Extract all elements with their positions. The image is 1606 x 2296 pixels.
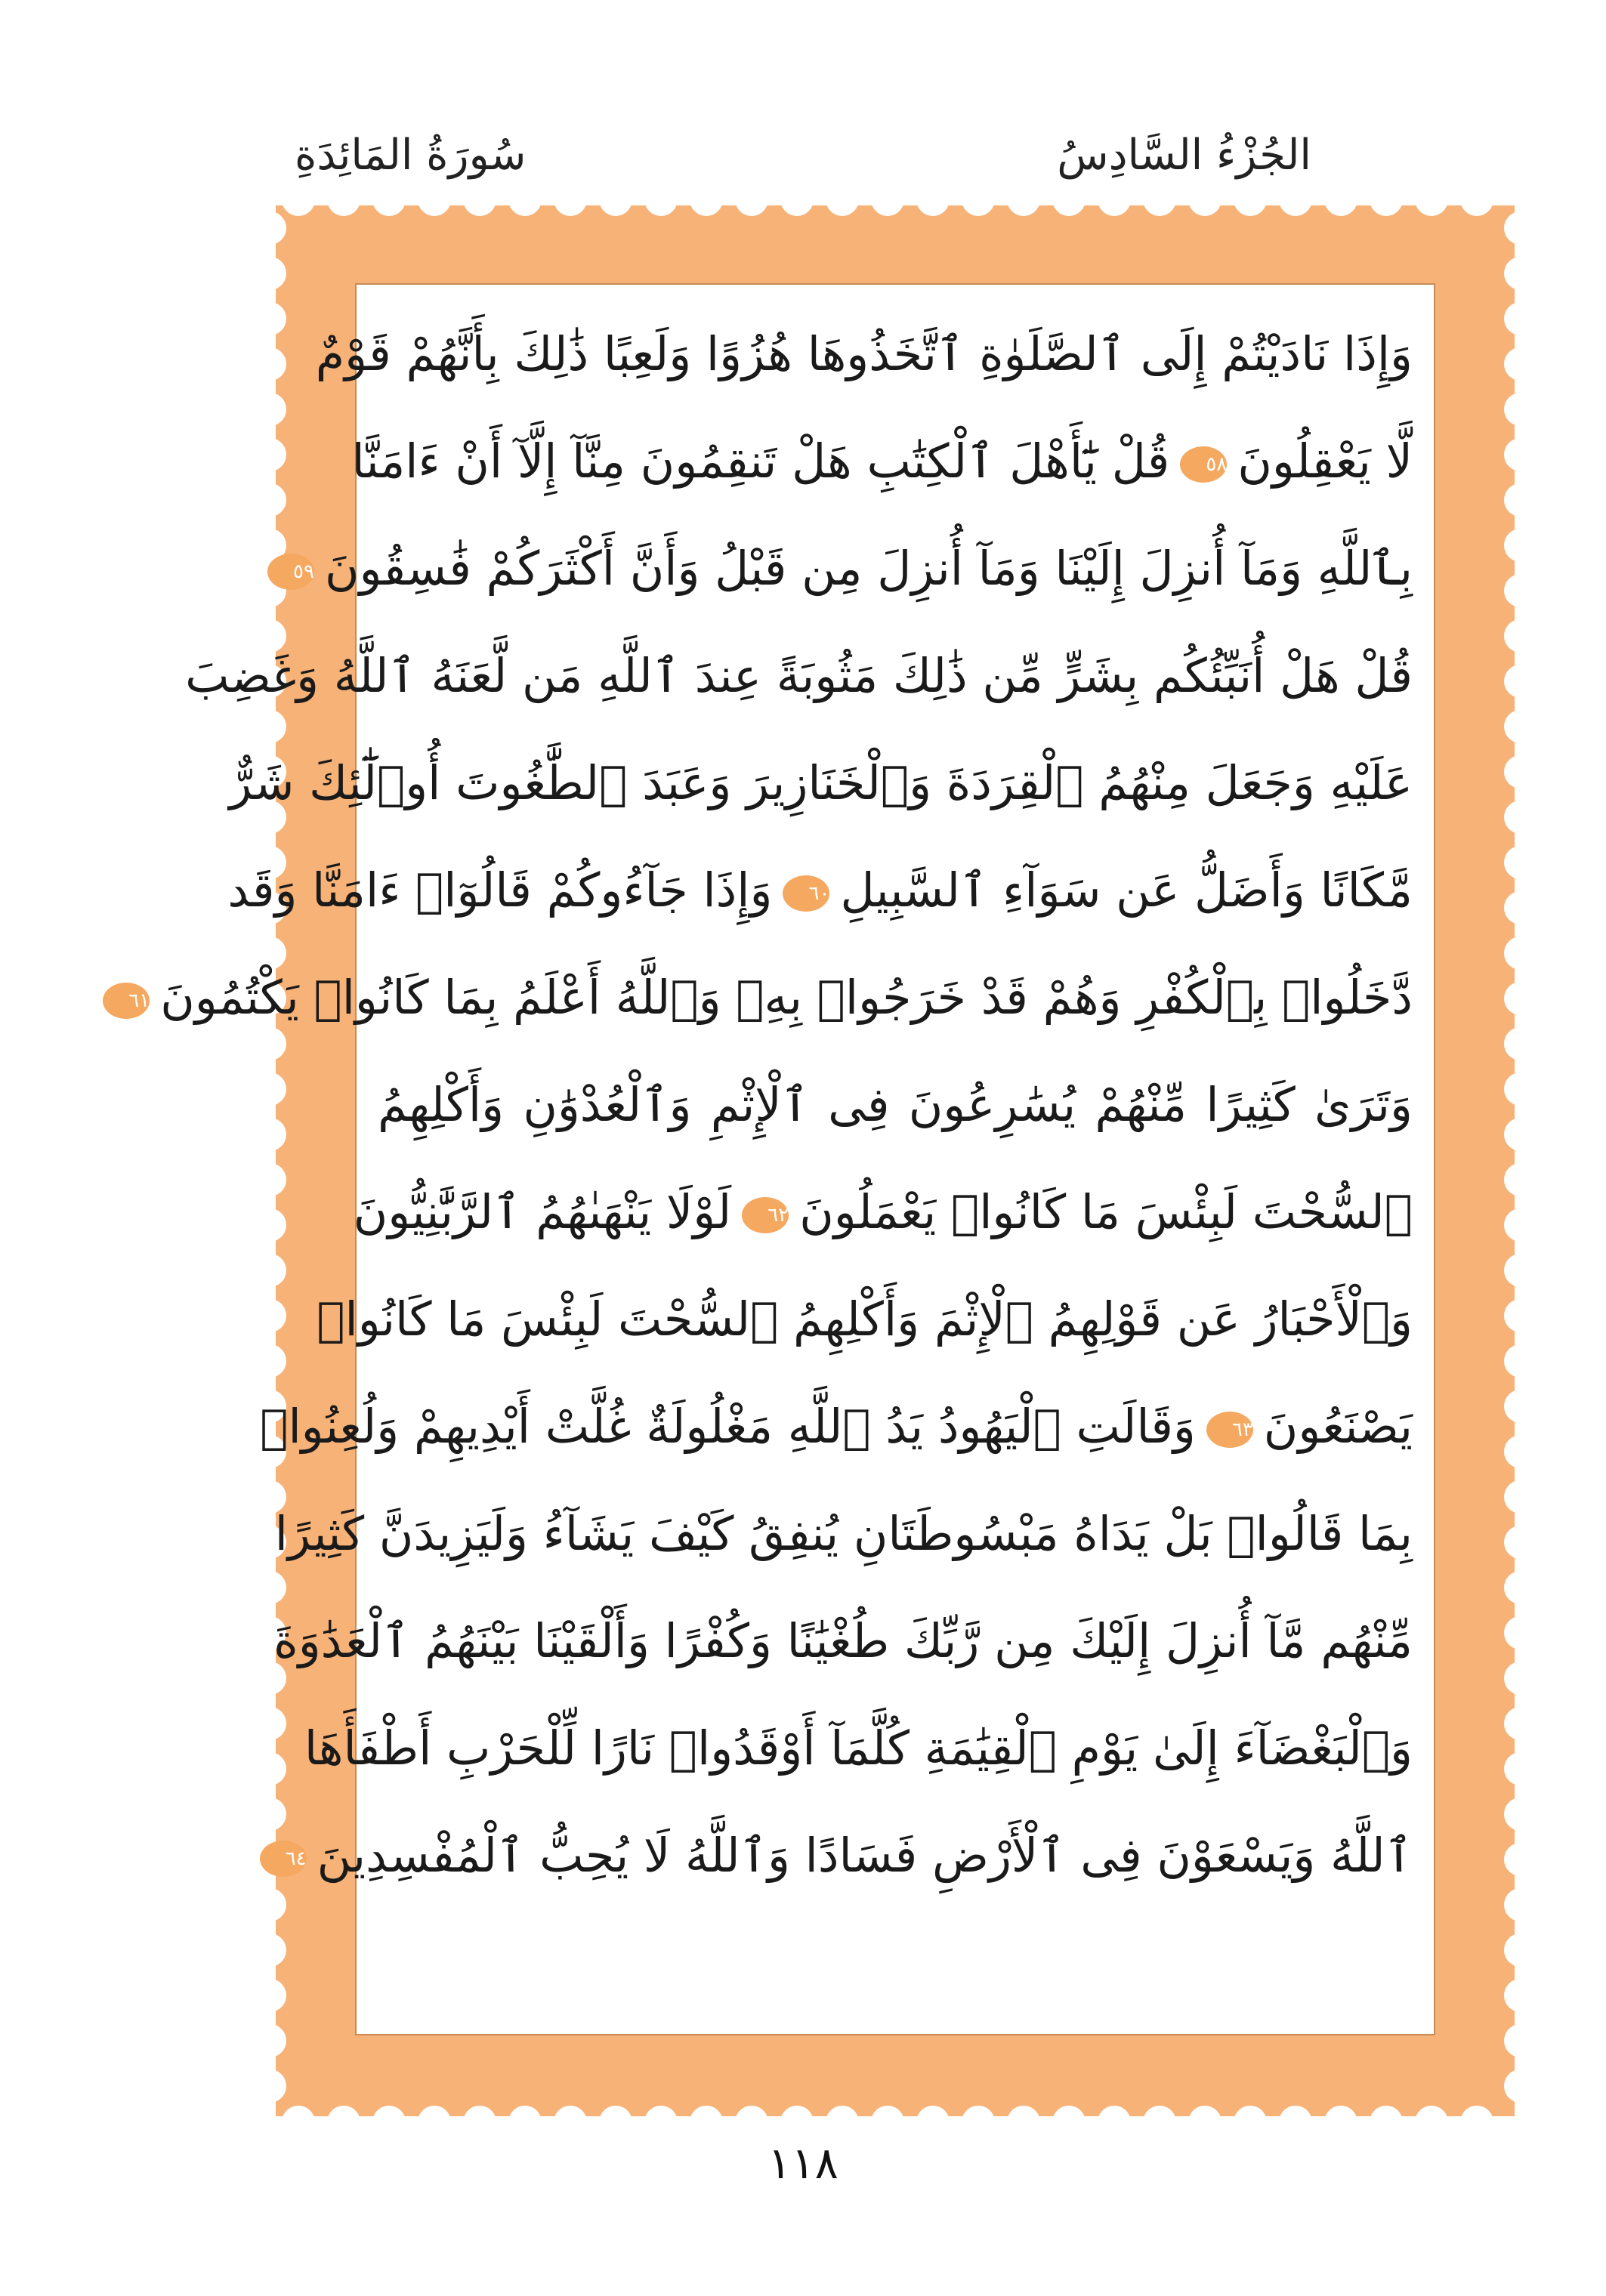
frame-scallop — [1460, 2106, 1493, 2116]
frame-scallop — [871, 2106, 904, 2116]
frame-scallop — [276, 1208, 286, 1242]
frame-scallop — [599, 2106, 632, 2116]
verse-line: قُلْ هَلْ أُنَبِّئُكُم بِشَرٍّ مِّن ذَٰلِكَ مَثُوبَةً عِندَ ٱللَّهِ مَن لَّعَنَهُ ٱللَّهُ وَغَضِبَ — [185, 648, 1413, 703]
frame-scallop — [1052, 205, 1086, 216]
verse-line: دَّخَلُوا۟ بِٱلْكُفْرِ وَهُمْ قَدْ خَرَجُوا۟ بِهِۦ وَٱللَّهُ أَعْلَمُ بِمَا كَانُوا۟ يَكْتُمُونَ٦١ — [378, 944, 1413, 1051]
frame-scallop — [276, 1707, 286, 1740]
frame-scallop — [826, 205, 859, 216]
juz-name: الجُزْءُ السَّادِسُ — [1057, 130, 1311, 180]
frame-scallop — [1504, 1979, 1515, 2012]
frame-scallop — [1504, 302, 1515, 335]
frame-scallop — [1504, 619, 1515, 653]
frame-scallop — [1007, 205, 1040, 216]
frame-scallop — [276, 483, 286, 517]
frame-scallop — [1415, 205, 1448, 216]
frame-scallop — [1504, 891, 1515, 924]
verse-line: لَّا يَعْقِلُونَ٥٨قُلْ يَٰٓأَهْلَ ٱلْكِتَٰبِ هَلْ تَنقِمُونَ مِنَّآ إِلَّآ أَنْ ءَامَنَّا — [351, 434, 1413, 489]
frame-scallop — [1143, 205, 1176, 216]
frame-scallop — [463, 205, 496, 216]
frame-scallop — [1504, 1662, 1515, 1695]
frame-scallop — [1234, 205, 1267, 216]
frame-scallop — [1415, 2106, 1448, 2116]
frame-scallop — [282, 205, 315, 216]
frame-scallop — [1504, 1571, 1515, 1604]
frame-scallop — [1370, 205, 1403, 216]
frame-scallop — [1052, 2106, 1086, 2116]
frame-scallop — [1504, 1933, 1515, 1967]
frame-scallop — [276, 1299, 286, 1332]
frame-scallop — [1370, 2106, 1403, 2116]
frame-scallop — [508, 205, 542, 216]
frame-scallop — [276, 1163, 286, 1196]
verse-line: بِمَا قَالُوا۟ بَلْ يَدَاهُ مَبْسُوطَتَانِ يُنفِقُ كَيْفَ يَشَآءُ وَلَيَزِيدَنَّ كَثِيرًا — [274, 1506, 1413, 1561]
frame-scallop — [690, 2106, 723, 2116]
frame-scallop — [276, 1118, 286, 1151]
frame-scallop — [418, 2106, 451, 2116]
frame-scallop — [1460, 205, 1493, 216]
frame-scallop — [1504, 2024, 1515, 2057]
verse-line: يَصْنَعُونَ٦٣وَقَالَتِ ٱلْيَهُودُ يَدُ ٱللَّهِ مَغْلُولَةٌ غُلَّتْ أَيْدِيهِمْ وَلُعِنُوا۟ — [260, 1399, 1413, 1454]
ayah-number-marker: ٦٢ — [742, 1197, 789, 1233]
frame-scallop — [735, 205, 768, 216]
frame-scallop — [1188, 2106, 1221, 2116]
frame-scallop — [1504, 1480, 1515, 1514]
frame-scallop — [276, 211, 286, 245]
frame-scallop — [1504, 1752, 1515, 1785]
frame-scallop — [1143, 2106, 1176, 2116]
frame-scallop — [1504, 2069, 1515, 2103]
frame-scallop — [871, 205, 904, 216]
ayah-number-marker: ٦١ — [103, 983, 150, 1019]
verse-line: عَلَيْهِ وَجَعَلَ مِنْهُمُ ٱلْقِرَدَةَ وَٱلْخَنَازِيرَ وَعَبَدَ ٱلطَّٰغُوتَ أُو۟لَٰٓئِكَ شَرٌّ — [229, 755, 1413, 810]
ayah-number-marker: ٦٣ — [1206, 1412, 1253, 1448]
frame-scallop — [1504, 347, 1515, 381]
frame-scallop — [1504, 1072, 1515, 1106]
frame-scallop — [554, 2106, 587, 2116]
frame-scallop — [1504, 755, 1515, 788]
frame-scallop — [282, 2106, 315, 2116]
frame-scallop — [690, 205, 723, 216]
ayah-number-marker: ٦٤ — [260, 1841, 307, 1877]
verse-line: ٱلسُّحْتَ لَبِئْسَ مَا كَانُوا۟ يَعْمَلُونَ٦٢لَوْلَا يَنْهَىٰهُمُ ٱلرَّبَّٰنِيُّونَ — [353, 1184, 1413, 1239]
frame-scallop — [962, 205, 995, 216]
frame-scallop — [1007, 2106, 1040, 2116]
verse-line: وَتَرَىٰ كَثِيرًا مِّنْهُمْ يُسَٰرِعُونَ فِى ٱلْإِثْمِ وَٱلْعُدْوَٰنِ وَأَكْلِهِمُ — [378, 1077, 1413, 1132]
frame-scallop — [276, 1752, 286, 1785]
frame-scallop — [1234, 2106, 1267, 2116]
frame-scallop — [276, 257, 286, 290]
frame-scallop — [276, 347, 286, 381]
frame-scallop — [1504, 1163, 1515, 1196]
frame-scallop — [1279, 205, 1312, 216]
ayah-number-marker: ٦٠ — [783, 875, 829, 912]
frame-scallop — [276, 1933, 286, 1967]
frame-scallop — [1504, 1843, 1515, 1876]
frame-scallop — [1504, 801, 1515, 834]
frame-scallop — [644, 205, 678, 216]
frame-scallop — [276, 393, 286, 426]
frame-scallop — [1504, 529, 1515, 562]
verse-line: وَإِذَا نَادَيْتُمْ إِلَى ٱلصَّلَوٰةِ ٱتَّخَذُوهَا هُزُوًا وَلَعِبًا ذَٰلِكَ بِأَنَّهُمْ قَوْمٌ — [315, 326, 1413, 381]
frame-scallop — [599, 205, 632, 216]
frame-scallop — [780, 205, 814, 216]
frame-scallop — [1504, 1344, 1515, 1378]
frame-scallop — [780, 2106, 814, 2116]
verse-line: مِّنْهُم مَّآ أُنزِلَ إِلَيْكَ مِن رَّبِّكَ طُغْيَٰنًا وَكُفْرًا وَأَلْقَيْنَا بَيْنَهُمُ ٱلْعَدَٰوَةَ — [273, 1613, 1413, 1668]
frame-scallop — [1504, 574, 1515, 607]
frame-scallop — [644, 2106, 678, 2116]
frame-scallop — [1504, 1526, 1515, 1559]
frame-scallop — [276, 2069, 286, 2103]
page-number: ١١٨ — [767, 2137, 839, 2189]
frame-scallop — [1504, 1208, 1515, 1242]
frame-scallop — [826, 2106, 859, 2116]
frame-scallop — [1504, 1888, 1515, 1921]
frame-scallop — [1504, 710, 1515, 743]
frame-scallop — [1324, 205, 1357, 216]
verse-line: ٱللَّهُ وَيَسْعَوْنَ فِى ٱلْأَرْضِ فَسَادًا وَٱللَّهُ لَا يُحِبُّ ٱلْمُفْسِدِينَ٦٤ — [378, 1802, 1413, 1909]
verse-line: وَٱلْأَحْبَارُ عَن قَوْلِهِمُ ٱلْإِثْمَ وَأَكْلِهِمُ ٱلسُّحْتَ لَبِئْسَ مَا كَانُوا۟ — [317, 1292, 1413, 1347]
frame-scallop — [276, 302, 286, 335]
ayah-number-marker: ٥٩ — [267, 554, 314, 590]
frame-scallop — [1504, 483, 1515, 517]
frame-scallop — [463, 2106, 496, 2116]
surah-name: سُورَةُ المَائِدَةِ — [295, 130, 527, 180]
frame-scallop — [1504, 1299, 1515, 1332]
frame-scallop — [327, 2106, 360, 2116]
frame-scallop — [1098, 205, 1131, 216]
frame-scallop — [1504, 982, 1515, 1015]
verse-line: وَٱلْبَغْضَآءَ إِلَىٰ يَوْمِ ٱلْقِيَٰمَةِ كُلَّمَآ أَوْقَدُوا۟ نَارًا لِّلْحَرْبِ أَطْفَأَهَا — [304, 1720, 1413, 1776]
frame-scallop — [1504, 211, 1515, 245]
frame-scallop — [1504, 257, 1515, 290]
frame-scallop — [1504, 846, 1515, 879]
frame-scallop — [735, 2106, 768, 2116]
frame-scallop — [1504, 1118, 1515, 1151]
verse-lines — [128, 301, 1413, 1909]
frame-scallop — [1504, 1390, 1515, 1423]
ayah-number-marker: ٥٨ — [1180, 446, 1227, 483]
frame-scallop — [276, 438, 286, 471]
page-header — [295, 113, 1311, 196]
frame-scallop — [962, 2106, 995, 2116]
frame-scallop — [1504, 665, 1515, 698]
frame-scallop — [276, 1979, 286, 2012]
frame-scallop — [508, 2106, 542, 2116]
frame-scallop — [276, 1254, 286, 1287]
frame-scallop — [1188, 205, 1221, 216]
frame-scallop — [327, 205, 360, 216]
frame-scallop — [1504, 1027, 1515, 1060]
frame-scallop — [1504, 1798, 1515, 1831]
frame-scallop — [916, 2106, 950, 2116]
frame-scallop — [1279, 2106, 1312, 2116]
frame-scallop — [372, 2106, 406, 2116]
frame-scallop — [1504, 937, 1515, 970]
frame-scallop — [276, 1072, 286, 1106]
frame-scallop — [1504, 1254, 1515, 1287]
frame-scallop — [554, 205, 587, 216]
frame-scallop — [1324, 2106, 1357, 2116]
frame-scallop — [276, 2024, 286, 2057]
frame-scallop — [1504, 1707, 1515, 1740]
frame-scallop — [1504, 393, 1515, 426]
frame-scallop — [916, 205, 950, 216]
frame-scallop — [1504, 1616, 1515, 1649]
frame-scallop — [1098, 2106, 1131, 2116]
frame-scallop — [1504, 438, 1515, 471]
verse-line: مَّكَانًا وَأَضَلُّ عَن سَوَآءِ ٱلسَّبِيلِ٦٠وَإِذَا جَآءُوكُمْ قَالُوٓا۟ ءَامَنَّا وَقَد — [227, 863, 1413, 918]
frame-scallop — [1504, 1435, 1515, 1468]
frame-scallop — [418, 205, 451, 216]
frame-scallop — [372, 205, 406, 216]
verse-line: بِٱللَّهِ وَمَآ أُنزِلَ إِلَيْنَا وَمَآ أُنزِلَ مِن قَبْلُ وَأَنَّ أَكْثَرَكُمْ فَٰسِقُونَ٥٩ — [378, 515, 1413, 622]
